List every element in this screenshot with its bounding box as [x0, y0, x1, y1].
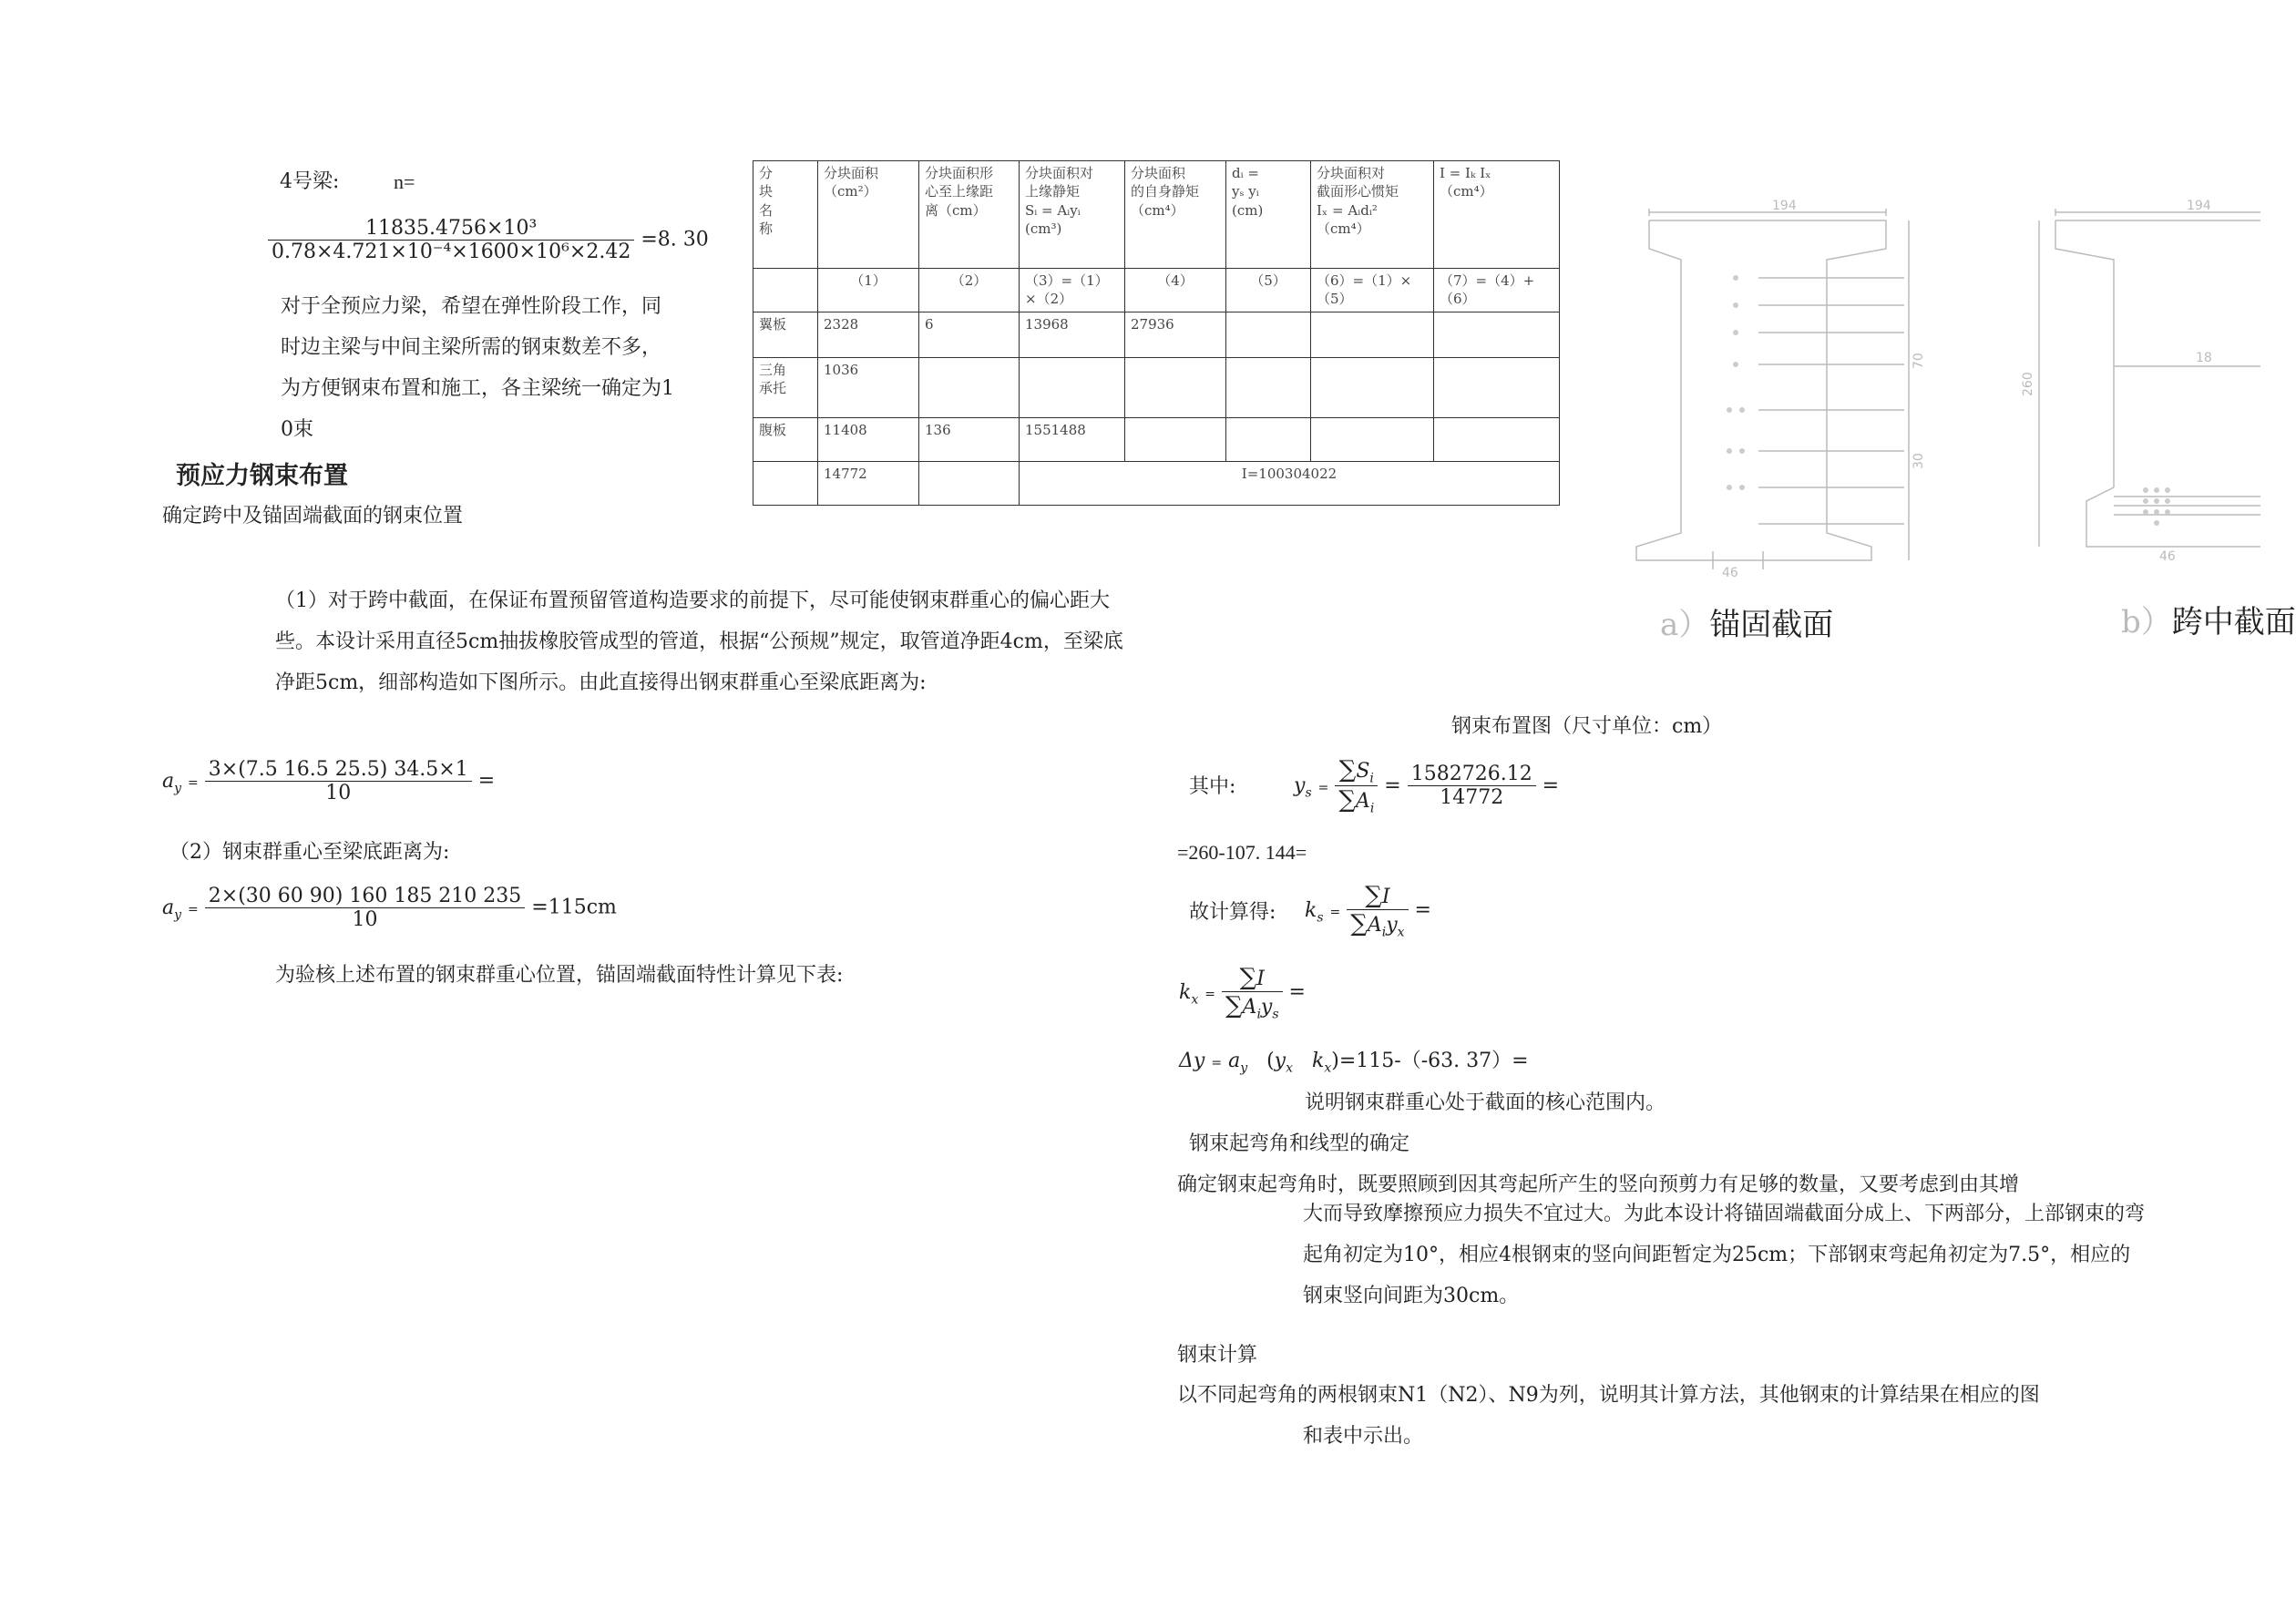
table-row	[753, 312, 1560, 358]
table-cell	[753, 462, 818, 506]
table-total-inertia: I=100304022	[1020, 462, 1560, 506]
table-cell: （6）=（1）× （5）	[1311, 269, 1434, 312]
equation-1-numerator: 3×(7.5 16.5 25.5) 34.5×1	[205, 758, 472, 782]
table-cell: （5）	[1226, 269, 1311, 312]
table-cell	[1311, 418, 1434, 462]
equation-1-denominator: 10	[325, 782, 352, 804]
table-header-cell: dᵢ = yₛ yᵢ (cm)	[1226, 161, 1311, 269]
equation-1-tail: =	[477, 769, 496, 793]
table-cell	[1226, 358, 1311, 418]
table-cell: （7）=（4）+ （6）	[1434, 269, 1560, 312]
calc-paragraph-rest: 和表中示出。	[1303, 1425, 1424, 1448]
bend-title: 钢束起弯角和线型的确定	[1189, 1132, 1410, 1155]
equation-2-tail: =115cm	[531, 896, 617, 919]
table-total-area: 14772	[818, 462, 919, 506]
table-cell	[1226, 418, 1311, 462]
table-header-cell: 分块面积对 上缘静矩 Sᵢ = Aᵢyᵢ (cm³)	[1020, 161, 1125, 269]
ys-label: 其中:	[1189, 775, 1236, 798]
table-header-row	[753, 161, 1560, 269]
table-cell	[753, 269, 818, 312]
table-cell: 翼板	[753, 312, 818, 358]
table-row	[753, 418, 1560, 462]
n-equals: n=	[394, 170, 415, 193]
table-cell: 三角 承托	[753, 358, 818, 418]
dim-46-anchor: 46	[1722, 566, 1738, 580]
table-cell: （1）	[818, 269, 919, 312]
table-cell	[1434, 312, 1560, 358]
anchor-section-caption	[1660, 599, 1833, 644]
equation-2-numerator: 2×(30 60 90) 160 185 210 235	[205, 885, 526, 908]
midspan-section-outline	[2039, 209, 2260, 547]
ks-label: 故计算得:	[1189, 901, 1276, 924]
n-result: =8. 30	[641, 228, 709, 251]
table-cell	[1434, 358, 1560, 418]
note-line: 为方便钢束布置和施工，各主梁统一确定为1	[281, 377, 674, 400]
equation-2: $a_y$ = $\frac{2\times(30 60 90) 160 185 210 235}{10}$ =115cm	[162, 885, 617, 931]
paragraph-3: 为验核上述布置的钢束群重心位置，锚固端截面特性计算见下表:	[275, 964, 844, 987]
paragraph-2: （2）钢束群重心至梁底距离为:	[169, 841, 450, 864]
table-index-row	[753, 269, 1560, 312]
table-cell: 腹板	[753, 418, 818, 462]
table-cell: 6	[919, 312, 1020, 358]
anchor-tendon-dots	[1727, 275, 1745, 490]
table-header-cell: 分块面积形 心至上缘距 离（cm）	[919, 161, 1020, 269]
table-cell	[919, 358, 1020, 418]
paragraph-1: （1）对于跨中截面，在保证布置预留管道构造要求的前提下，尽可能使钢束群重心的偏心距大些。本设计采用直径5cm抽拔橡胶管成型的管道，根据“公预规”规定，取管道净距4cm，至梁底净距5cm，细部构造如下图所示。由此直接得出钢束群重心至梁底距离为:	[275, 589, 1123, 694]
table-cell	[1125, 358, 1226, 418]
table-cell: 11408	[818, 418, 919, 462]
note-line: 对于全预应力梁，希望在弹性阶段工作，同	[281, 295, 662, 318]
bend-paragraph-first: 确定钢束起弯角时，既要照顾到因其弯起所产生的竖向预剪力有足够的数量，又要考虑到由其增	[1177, 1173, 2020, 1196]
dim-46-mid: 46	[2159, 549, 2176, 564]
note-line: 0束	[281, 418, 313, 441]
section-title: 预应力钢束布置	[176, 462, 348, 490]
table-cell: （2）	[919, 269, 1020, 312]
n-formula	[268, 217, 709, 263]
midspan-tendon-dots	[2143, 487, 2170, 526]
table-header-cell: 分块面积 （cm²）	[818, 161, 919, 269]
ys-denominator: 14772	[1440, 786, 1504, 810]
table-cell	[1311, 312, 1434, 358]
section-subtitle: 确定跨中及锚固端截面的钢束位置	[162, 505, 464, 528]
ys-equation: $y_s$ = $\frac{\sum S_i}{\sum A_i}$ = $\frac{1582726.12}{14772}$ =	[1294, 756, 1560, 816]
ys-numerator: 1582726.12	[1408, 763, 1536, 786]
dim-194-mid: 194	[2187, 199, 2211, 213]
note-line: 时边主梁与中间主梁所需的钢束数差不多，	[281, 336, 662, 359]
table-cell	[1125, 418, 1226, 462]
table-cell: 2328	[818, 312, 919, 358]
ks-equation: $k_s$ = $\frac{\sum I}{\sum A_iy_x}$ =	[1305, 882, 1431, 940]
table-cell	[1434, 418, 1560, 462]
table-cell: 136	[919, 418, 1020, 462]
dim-194-anchor: 194	[1772, 199, 1797, 213]
anchor-caption-prefix: a）	[1660, 607, 1710, 643]
table-cell: 27936	[1125, 312, 1226, 358]
table-cell: 1036	[818, 358, 919, 418]
table-cell	[919, 462, 1020, 506]
table-header-cell: 分块面积 的自身静矩 （cm⁴）	[1125, 161, 1226, 269]
table-row	[753, 358, 1560, 418]
n-formula-denominator: 0.78×4.721×10⁻⁴×1600×10⁶×2.42	[272, 241, 631, 263]
kx-equation: $k_x$ = $\frac{\sum I}{\sum A_iy_s}$ =	[1179, 964, 1306, 1022]
bend-paragraph-rest: 大而导致摩擦预应力损失不宜过大。为此本设计将锚固端截面分成上、下两部分，上部钢束的弯起角初定为10°，相应4根钢束的竖向间距暂定为25cm；下部钢束弯起角初定为7.5°，相应的钢束竖向间距为30cm。	[1303, 1203, 2146, 1307]
midspan-section-caption	[2121, 597, 2296, 641]
table-cell	[1311, 358, 1434, 418]
table-cell	[1226, 312, 1311, 358]
table-cell: （3）=（1） ×（2）	[1020, 269, 1125, 312]
equation-2-denominator: 10	[352, 908, 378, 931]
dim-260: 260	[2021, 372, 2035, 396]
table-total-row	[753, 462, 1560, 506]
table-header-cell: I = Iₖ Iₓ （cm⁴）	[1434, 161, 1560, 269]
dy-tail: )=115-（-63. 37）=	[1331, 1050, 1529, 1072]
table-header-cell: 分 块 名 称	[753, 161, 818, 269]
anchor-caption-text: 锚固截面	[1709, 607, 1834, 643]
conclusion: 说明钢束群重心处于截面的核心范围内。	[1305, 1091, 1666, 1114]
dy-equation: $\Delta y = a_y$ ($y_x$ $k_x)=115-(-63$. 37）=	[1179, 1050, 1529, 1076]
yx-line: =260-107. 144=	[1177, 841, 1307, 864]
tendon-layout-drawing	[1631, 187, 2260, 579]
table-header-cell: 分块面积对 截面形心惯矩 Iₓ = Aᵢdᵢ² （cm⁴）	[1311, 161, 1434, 269]
n-formula-numerator: 11835.4756×10³	[268, 217, 634, 241]
calc-paragraph-first: 以不同起弯角的两根钢束N1（N2）、N9为列，说明其计算方法，其他钢束的计算结果在相应的图	[1177, 1384, 2040, 1407]
section-properties-table	[753, 160, 1560, 506]
anchor-section-outline	[1636, 209, 1909, 569]
dim-30: 30	[1912, 453, 1926, 469]
table-cell: 1551488	[1020, 418, 1125, 462]
mid-caption-prefix: b）	[2121, 604, 2172, 640]
table-cell: （4）	[1125, 269, 1226, 312]
equation-1: $a_y$ = $\frac{3\times(7.5 16.5 25.5) 34.5\times 1}{10}$ =	[162, 758, 496, 804]
figure-caption: 钢束布置图（尺寸单位：cm）	[1451, 715, 1723, 738]
table-cell	[1020, 358, 1125, 418]
table-cell: 13968	[1020, 312, 1125, 358]
dim-18: 18	[2196, 351, 2212, 365]
calc-title: 钢束计算	[1177, 1344, 1258, 1367]
beam4-label: 4号梁:	[280, 170, 340, 193]
dim-70: 70	[1912, 353, 1926, 369]
mid-caption-text: 跨中截面	[2171, 604, 2296, 640]
